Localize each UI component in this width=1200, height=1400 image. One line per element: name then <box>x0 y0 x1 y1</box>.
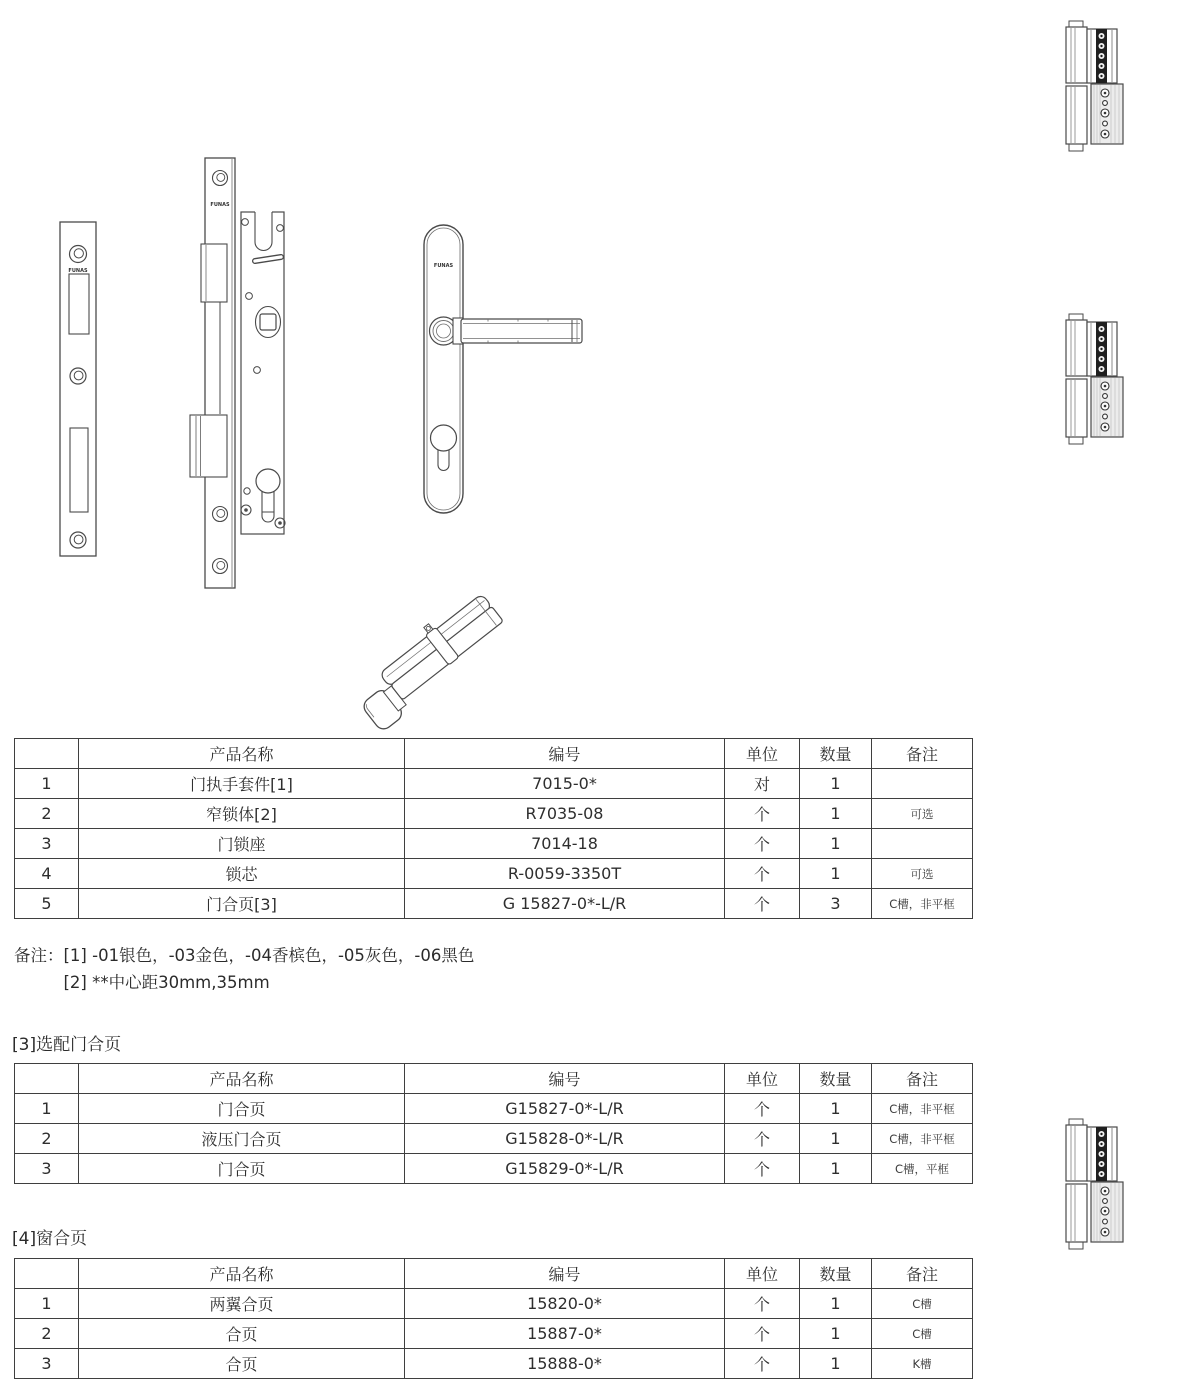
cell: C槽，平框 <box>872 1154 973 1184</box>
note-line-1: [1] -01银色，-03金色，-04香槟色，-05灰色，-06黑色 <box>63 946 475 965</box>
cell: 7015-0* <box>405 769 725 799</box>
cylinder-drawing <box>355 585 505 735</box>
cell <box>872 829 973 859</box>
cell: 1 <box>800 1154 872 1184</box>
column-header: 备注 <box>872 1259 973 1289</box>
bom-table <box>14 738 973 919</box>
note-line-2: [2] **中心距30mm,35mm <box>63 973 270 992</box>
cell: 对 <box>725 769 800 799</box>
table-row <box>15 1349 973 1379</box>
handle-drawing <box>420 222 590 518</box>
brand-logo: FUNAS <box>210 202 230 208</box>
cell: 1 <box>800 1124 872 1154</box>
cell: 7014-18 <box>405 829 725 859</box>
column-header: 数量 <box>800 739 872 769</box>
cell: 门合页[3] <box>79 889 405 919</box>
notes-label: 备注： <box>14 946 64 965</box>
cell: C槽，非平框 <box>872 1094 973 1124</box>
cell: 个 <box>725 1154 800 1184</box>
cell: 个 <box>725 829 800 859</box>
cell: 2 <box>15 799 79 829</box>
door-hinge-top-drawing <box>1063 20 1125 156</box>
column-header: 单位 <box>725 1259 800 1289</box>
table-row <box>15 799 973 829</box>
cell: 个 <box>725 1124 800 1154</box>
lock-body-drawing <box>188 156 293 592</box>
door-hinge-section-title: [3]选配门合页 <box>12 1035 122 1055</box>
column-header: 单位 <box>725 1064 800 1094</box>
column-header <box>15 1064 79 1094</box>
column-header: 备注 <box>872 739 973 769</box>
column-header: 数量 <box>800 1064 872 1094</box>
cell: 合页 <box>79 1319 405 1349</box>
table-row <box>15 1154 973 1184</box>
cell: 门锁座 <box>79 829 405 859</box>
cell: 3 <box>15 829 79 859</box>
window-hinge-section-title: [4]窗合页 <box>12 1229 88 1249</box>
table-row <box>15 829 973 859</box>
cell: 合页 <box>79 1349 405 1379</box>
column-header: 产品名称 <box>79 739 405 769</box>
cell: 1 <box>800 1094 872 1124</box>
cell: C槽，非平框 <box>872 889 973 919</box>
window-hinge-table <box>14 1258 973 1379</box>
table-row <box>15 889 973 919</box>
cell: 液压门合页 <box>79 1124 405 1154</box>
cell: 2 <box>15 1124 79 1154</box>
table-row <box>15 1124 973 1154</box>
cell: C槽，非平框 <box>872 1124 973 1154</box>
cell: 3 <box>15 1349 79 1379</box>
cell: 可选 <box>872 799 973 829</box>
cell: 个 <box>725 1094 800 1124</box>
strike-plate-drawing <box>57 218 101 562</box>
column-header <box>15 739 79 769</box>
header-row <box>15 739 973 769</box>
cell: 门执手套件[1] <box>79 769 405 799</box>
table-row <box>15 769 973 799</box>
cell: 15887-0* <box>405 1319 725 1349</box>
column-header: 编号 <box>405 739 725 769</box>
table-row <box>15 1094 973 1124</box>
cell: 门合页 <box>79 1154 405 1184</box>
cell: 1 <box>15 1094 79 1124</box>
header-row <box>15 1064 973 1094</box>
cell: C槽 <box>872 1289 973 1319</box>
cell: 1 <box>15 769 79 799</box>
column-header: 产品名称 <box>79 1064 405 1094</box>
cell: G 15827-0*-L/R <box>405 889 725 919</box>
column-header: 备注 <box>872 1064 973 1094</box>
column-header: 产品名称 <box>79 1259 405 1289</box>
header-row <box>15 1259 973 1289</box>
cell: 个 <box>725 1289 800 1319</box>
cell: 1 <box>800 829 872 859</box>
cell: 两翼合页 <box>79 1289 405 1319</box>
column-header: 数量 <box>800 1259 872 1289</box>
cell: C槽 <box>872 1319 973 1349</box>
cell: 15820-0* <box>405 1289 725 1319</box>
cell: G15829-0*-L/R <box>405 1154 725 1184</box>
cell: 窄锁体[2] <box>79 799 405 829</box>
cell: 锁芯 <box>79 859 405 889</box>
cell: 个 <box>725 859 800 889</box>
cell: R-0059-3350T <box>405 859 725 889</box>
brand-logo: FUNAS <box>68 268 88 274</box>
cell: 3 <box>800 889 872 919</box>
column-header: 单位 <box>725 739 800 769</box>
cell: 可选 <box>872 859 973 889</box>
cell: G15828-0*-L/R <box>405 1124 725 1154</box>
cell: 个 <box>725 799 800 829</box>
cell: K槽 <box>872 1349 973 1379</box>
cell: 3 <box>15 1154 79 1184</box>
table-row <box>15 859 973 889</box>
column-header: 编号 <box>405 1064 725 1094</box>
cell <box>872 769 973 799</box>
window-hinge-drawing <box>1063 1118 1125 1254</box>
brand-logo: FUNAS <box>433 263 454 269</box>
cell: 1 <box>800 799 872 829</box>
cell: 1 <box>800 1349 872 1379</box>
cell: 个 <box>725 1319 800 1349</box>
cell: G15827-0*-L/R <box>405 1094 725 1124</box>
column-header: 编号 <box>405 1259 725 1289</box>
cell: 4 <box>15 859 79 889</box>
table-row <box>15 1319 973 1349</box>
cell: 2 <box>15 1319 79 1349</box>
cell: 个 <box>725 889 800 919</box>
cell: 1 <box>800 1289 872 1319</box>
door-hinge-middle-drawing <box>1063 313 1125 449</box>
column-header <box>15 1259 79 1289</box>
cell: 1 <box>800 769 872 799</box>
cell: 门合页 <box>79 1094 405 1124</box>
cell: 1 <box>800 1319 872 1349</box>
door-hinge-table <box>14 1063 973 1184</box>
cell: 1 <box>800 859 872 889</box>
table-row <box>15 1289 973 1319</box>
cell: 1 <box>15 1289 79 1319</box>
cell: R7035-08 <box>405 799 725 829</box>
cell: 个 <box>725 1349 800 1379</box>
cell: 5 <box>15 889 79 919</box>
cell: 15888-0* <box>405 1349 725 1379</box>
notes-block <box>14 942 474 996</box>
